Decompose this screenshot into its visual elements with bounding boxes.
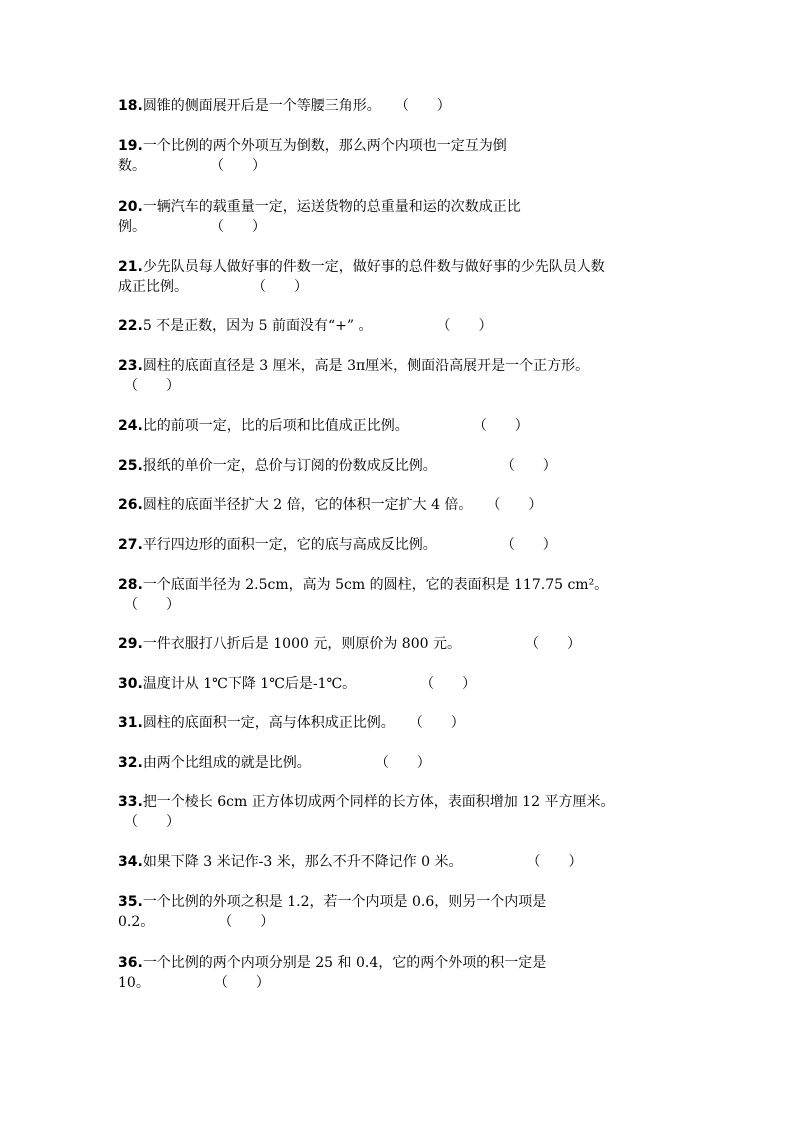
question-21 bbox=[118, 257, 678, 297]
question-28 bbox=[118, 575, 678, 615]
question-32 bbox=[118, 753, 678, 773]
question-text: 圆锥的侧面展开后是一个等腰三角形。 bbox=[142, 98, 381, 114]
answer-blank[interactable]: （ ） bbox=[124, 597, 180, 613]
question-text: 比的前项一定，比的后项和比值成正比例。 bbox=[142, 418, 409, 434]
question-number: 21. bbox=[118, 259, 143, 275]
question-text: 一个比例的两个外项互为倒数，那么两个内项也一定互为倒 bbox=[142, 138, 507, 154]
answer-blank[interactable]: （ ） bbox=[124, 378, 180, 394]
question-25 bbox=[118, 456, 678, 476]
question-text: 一辆汽车的载重量一定，运送货物的总重量和运的次数成正比 bbox=[142, 199, 521, 215]
question-text: 由两个比组成的就是比例。 bbox=[142, 755, 311, 771]
answer-blank[interactable]: （ ） bbox=[124, 814, 180, 830]
question-text: 报纸的单价一定，总价与订阅的份数成反比例。 bbox=[142, 458, 437, 474]
question-number: 30. bbox=[118, 676, 143, 692]
question-number: 26. bbox=[118, 497, 143, 513]
question-line-2 bbox=[118, 912, 678, 932]
question-20 bbox=[118, 197, 678, 237]
question-text: 圆柱的底面积一定，高与体积成正比例。 bbox=[142, 715, 395, 731]
question-text: 一个底面半径为 2.5cm，高为 5cm 的圆柱，它的表面积是 117.75 cm²。 bbox=[142, 577, 609, 593]
question-text: 一个比例的两个内项分别是 25 和 0.4，它的两个外项的积一定是 bbox=[142, 955, 547, 971]
question-text: 少先队员每人做好事的件数一定，做好事的总件数与做好事的少先队员人数 bbox=[142, 259, 605, 275]
question-27 bbox=[118, 535, 678, 555]
question-number: 22. bbox=[118, 318, 143, 334]
question-text: 圆柱的底面半径扩大 2 倍，它的体积一定扩大 4 倍。 bbox=[142, 497, 473, 513]
answer-blank[interactable]: （ ） bbox=[436, 318, 493, 334]
question-26 bbox=[118, 495, 678, 515]
question-number: 20. bbox=[118, 199, 143, 215]
question-22 bbox=[118, 316, 678, 336]
question-number: 23. bbox=[118, 358, 143, 374]
answer-blank[interactable]: （ ） bbox=[213, 975, 270, 991]
question-line-2 bbox=[118, 595, 678, 615]
question-31 bbox=[118, 713, 678, 733]
answer-blank[interactable]: （ ） bbox=[486, 497, 543, 513]
question-number: 36. bbox=[118, 955, 143, 971]
question-number: 34. bbox=[118, 854, 143, 870]
question-34 bbox=[118, 852, 678, 872]
question-19 bbox=[118, 136, 678, 176]
question-number: 19. bbox=[118, 138, 143, 154]
question-line-2 bbox=[118, 156, 678, 176]
question-number: 32. bbox=[118, 755, 143, 771]
answer-blank[interactable]: （ ） bbox=[472, 418, 529, 434]
question-33 bbox=[118, 792, 678, 832]
question-line-2 bbox=[118, 277, 678, 297]
question-text: 温度计从 1℃下降 1℃后是-1℃。 bbox=[142, 676, 357, 692]
answer-blank[interactable]: （ ） bbox=[408, 715, 465, 731]
question-18 bbox=[118, 96, 678, 116]
question-30 bbox=[118, 674, 678, 694]
question-text-continued: 0.2。 bbox=[118, 914, 155, 930]
question-text: 一件衣服打八折后是 1000 元，则原价为 800 元。 bbox=[142, 636, 461, 652]
question-text-continued: 例。 bbox=[118, 219, 146, 235]
question-text: 圆柱的底面直径是 3 厘米，高是 3π厘米，侧面沿高展开是一个正方形。 bbox=[142, 358, 590, 374]
question-number: 24. bbox=[118, 418, 143, 434]
question-number: 31. bbox=[118, 715, 143, 731]
question-text-continued: 10。 bbox=[118, 975, 150, 991]
answer-blank[interactable]: （ ） bbox=[252, 279, 308, 295]
answer-blank[interactable]: （ ） bbox=[500, 537, 557, 553]
question-24 bbox=[118, 416, 678, 436]
question-36 bbox=[118, 953, 678, 993]
answer-blank[interactable]: （ ） bbox=[394, 98, 451, 114]
answer-blank[interactable]: （ ） bbox=[218, 914, 275, 930]
question-text: 平行四边形的面积一定，它的底与高成反比例。 bbox=[142, 537, 437, 553]
question-line-2 bbox=[118, 217, 678, 237]
answer-blank[interactable]: （ ） bbox=[374, 755, 431, 771]
question-number: 18. bbox=[118, 98, 143, 114]
question-text: 5 不是正数，因为 5 前面没有“+” 。 bbox=[142, 318, 373, 334]
question-text: 一个比例的外项之积是 1.2，若一个内项是 0.6，则另一个内项是 bbox=[142, 894, 547, 910]
answer-blank[interactable]: （ ） bbox=[500, 458, 557, 474]
question-29 bbox=[118, 634, 678, 654]
question-text: 把一个棱长 6cm 正方体切成两个同样的长方体，表面积增加 12 平方厘米。 bbox=[142, 794, 615, 810]
question-line-2 bbox=[118, 812, 678, 832]
question-text: 如果下降 3 米记作-3 米，那么不升不降记作 0 米。 bbox=[142, 854, 463, 870]
question-line-2 bbox=[118, 376, 678, 396]
question-number: 29. bbox=[118, 636, 143, 652]
question-number: 25. bbox=[118, 458, 143, 474]
question-23 bbox=[118, 356, 678, 396]
answer-blank[interactable]: （ ） bbox=[524, 636, 581, 652]
answer-blank[interactable]: （ ） bbox=[420, 676, 477, 692]
answer-blank[interactable]: （ ） bbox=[210, 219, 266, 235]
question-number: 27. bbox=[118, 537, 143, 553]
question-line-2 bbox=[118, 973, 678, 993]
answer-blank[interactable]: （ ） bbox=[526, 854, 583, 870]
answer-blank[interactable]: （ ） bbox=[210, 158, 266, 174]
question-35 bbox=[118, 892, 678, 932]
question-text-continued: 成正比例。 bbox=[118, 279, 188, 295]
question-text-continued: 数。 bbox=[118, 158, 146, 174]
question-number: 33. bbox=[118, 794, 143, 810]
question-number: 35. bbox=[118, 894, 143, 910]
question-number: 28. bbox=[118, 577, 143, 593]
